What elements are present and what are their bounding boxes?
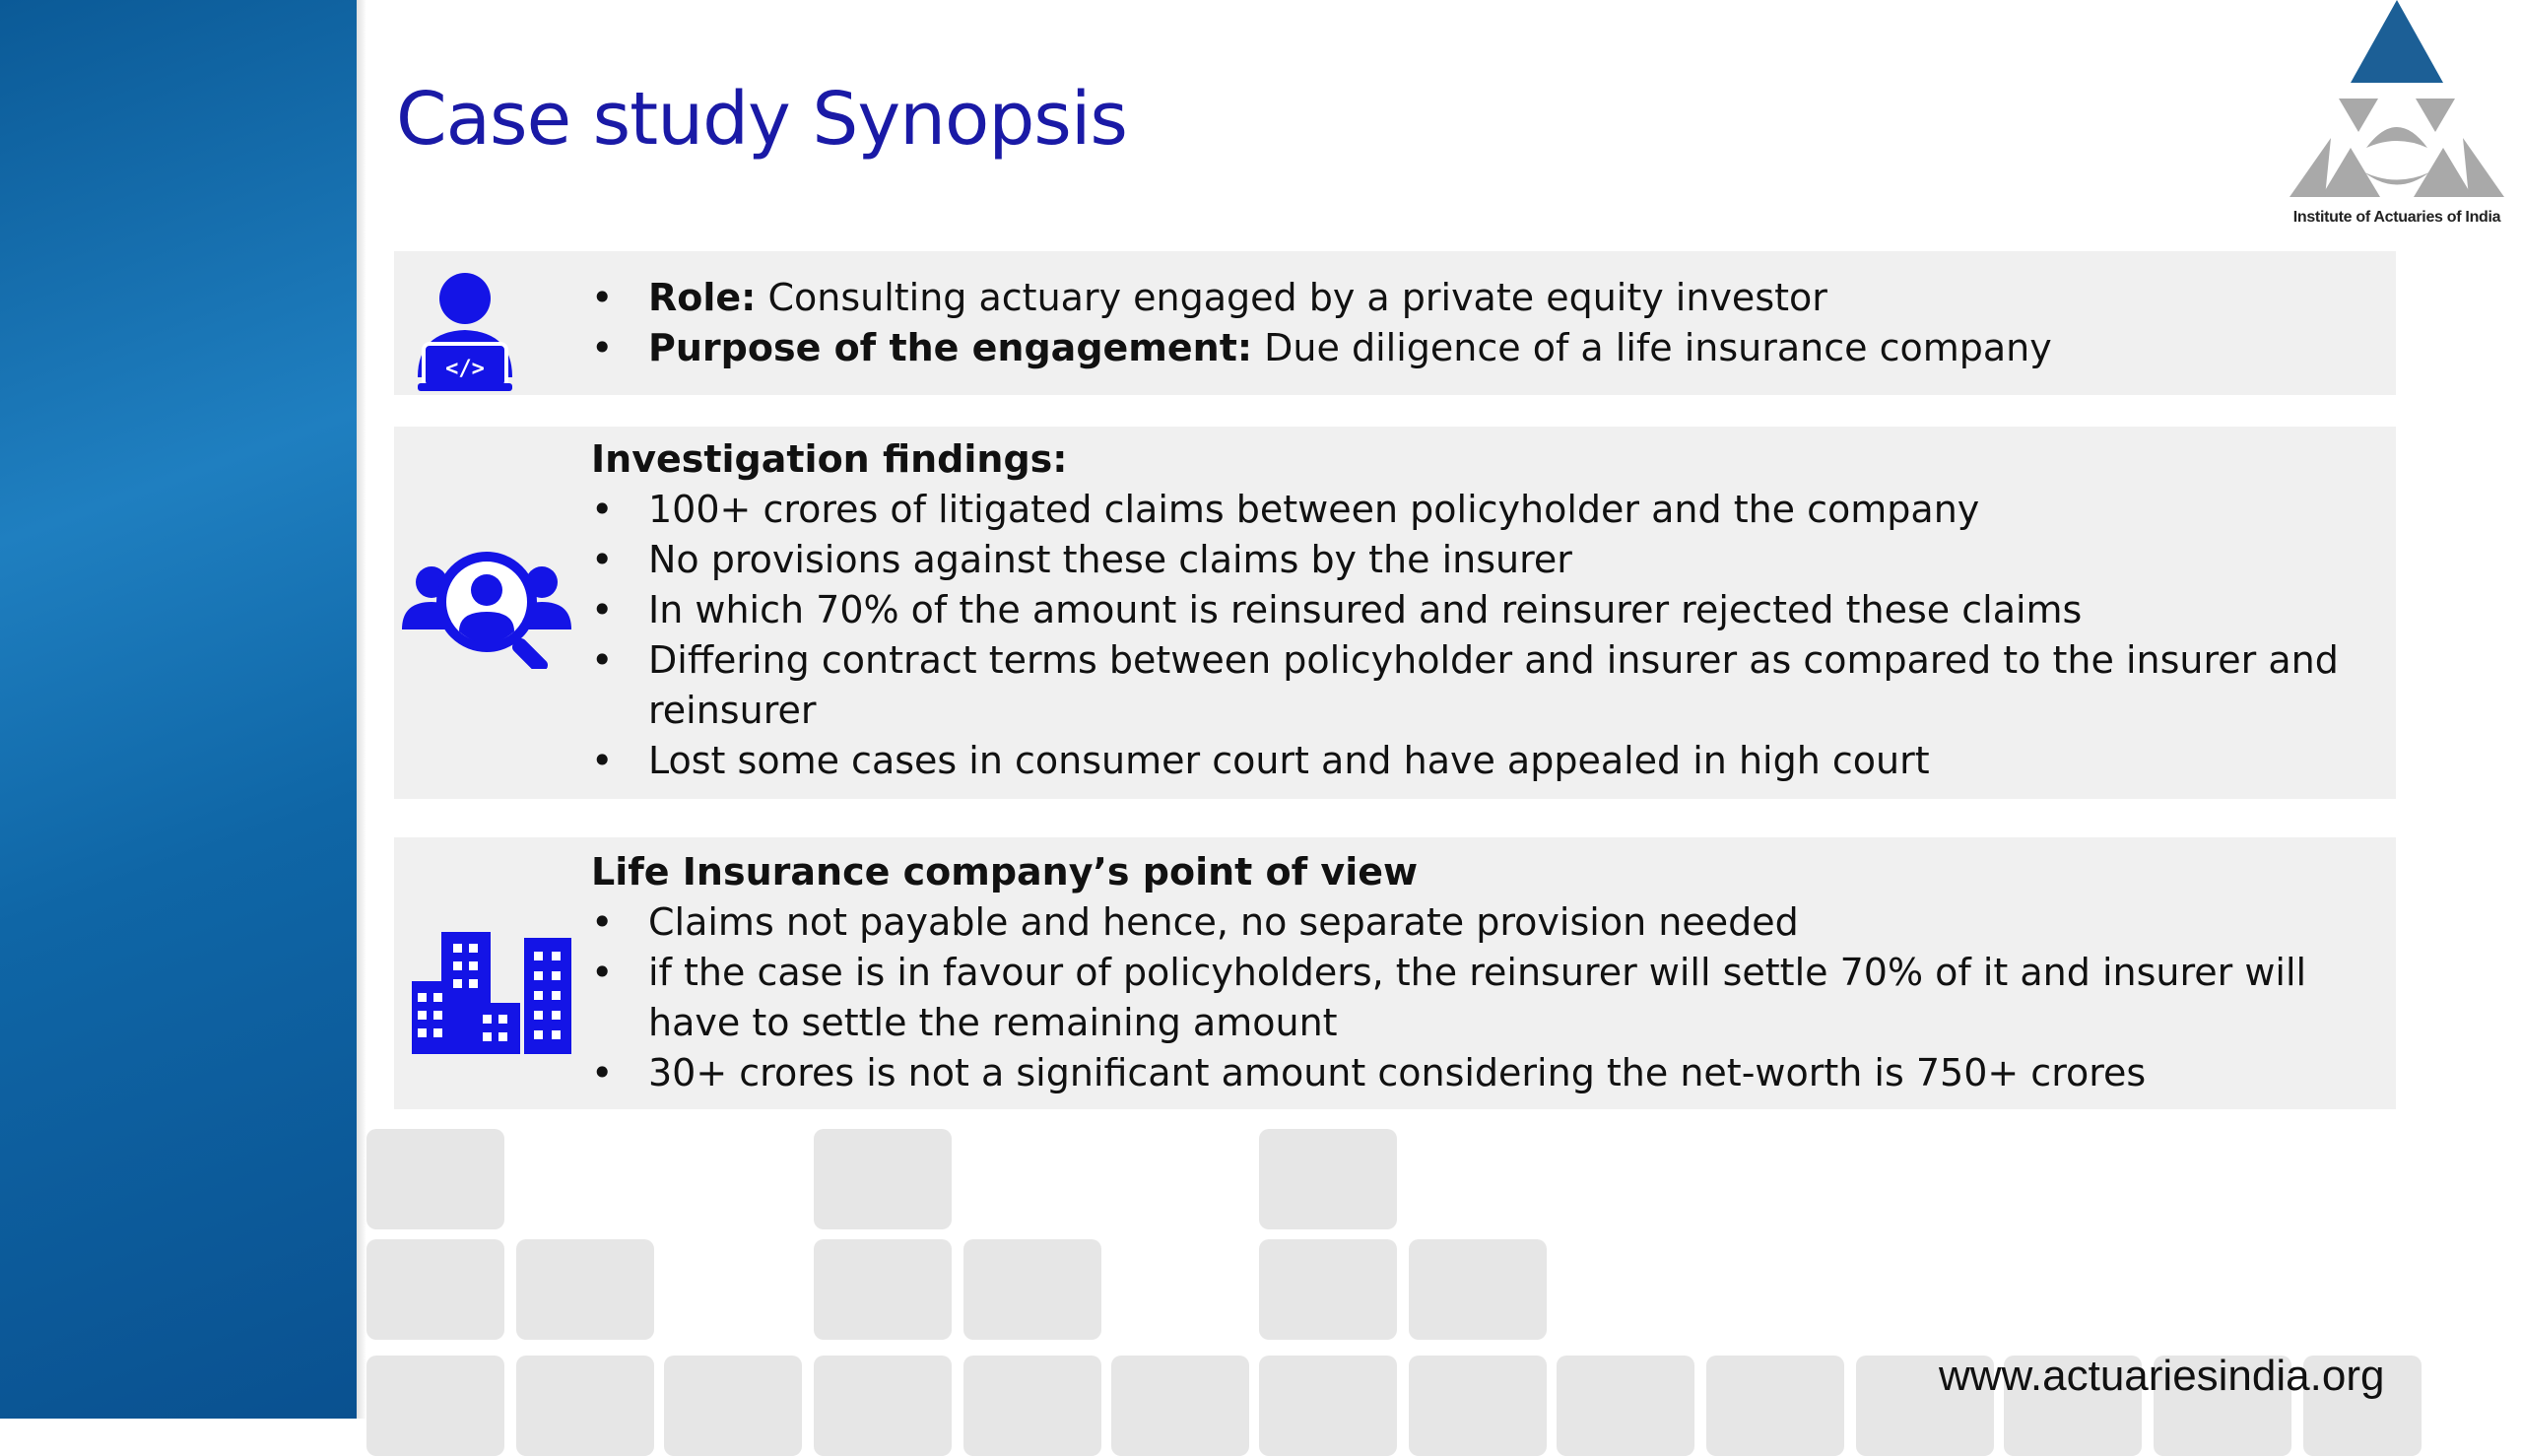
company-point-of-view-panel [394, 837, 2396, 1109]
decorative-tile [516, 1356, 654, 1456]
list-item: • 30+ crores is not a significant amount considering the net-worth is 750+ crores [591, 1048, 2376, 1098]
logo-caption: Institute of Actuaries of India [2292, 209, 2501, 226]
list-item: • 100+ crores of litigated claims between policyholder and the company [591, 485, 2376, 535]
findings-list [591, 485, 2376, 786]
sidebar-shadow [357, 0, 366, 1419]
decorative-tile [814, 1129, 952, 1229]
role-panel [394, 251, 2396, 395]
list-item: • Role: Consulting actuary engaged by a private equity investor [591, 273, 2376, 323]
decorative-tile [366, 1356, 504, 1456]
page-title: Case study Synopsis [396, 77, 1127, 162]
list-item: • Differing contract terms between policyholder and insurer as compared to the insurer and [591, 635, 2376, 686]
svg-text:</>: </> [445, 357, 485, 381]
point-of-view-list [591, 897, 2376, 1098]
investigation-findings-panel [394, 427, 2396, 799]
decorative-tile [963, 1356, 1101, 1456]
list-item: • No provisions against these claims by the insurer [591, 535, 2376, 585]
list-item: • Lost some cases in consumer court and have appealed in high court [591, 736, 2376, 786]
decorative-tile [1409, 1239, 1547, 1340]
institute-logo-icon [2282, 0, 2512, 229]
list-item: • Claims not payable and hence, no separate provision needed [591, 897, 2376, 948]
decorative-tile [1111, 1356, 1249, 1456]
list-item-continuation: reinsurer [648, 689, 817, 732]
decorative-tile [1557, 1356, 1694, 1456]
list-item-continuation: have to settle the remaining amount [648, 1001, 1338, 1044]
sidebar-band [0, 0, 357, 1419]
decorative-tile [1259, 1356, 1397, 1456]
decorative-tile [814, 1239, 952, 1340]
decorative-tile [516, 1239, 654, 1340]
list-item: • In which 70% of the amount is reinsured and reinsurer rejected these claims [591, 585, 2376, 635]
decorative-tile [1259, 1129, 1397, 1229]
decorative-tile [963, 1239, 1101, 1340]
footer-website-link[interactable]: www.actuariesindia.org [1939, 1352, 2385, 1400]
list-item: • Purpose of the engagement: Due diligence of a life insurance company [591, 323, 2376, 373]
list-item: • if the case is in favour of policyholders, the reinsurer will settle 70% of it and insurer will [591, 948, 2376, 998]
decorative-tile [1409, 1356, 1547, 1456]
decorative-tile [366, 1239, 504, 1340]
people-search-icon [402, 545, 571, 669]
decorative-tile [664, 1356, 802, 1456]
findings-heading: Investigation findings: [591, 437, 1068, 481]
decorative-tile [1706, 1356, 1844, 1456]
developer-person-icon [410, 269, 520, 393]
role-list [591, 273, 2376, 373]
point-of-view-heading: Life Insurance company’s point of view [591, 850, 1419, 893]
decorative-tile [814, 1356, 952, 1456]
buildings-icon [412, 932, 571, 1054]
decorative-tile [1259, 1239, 1397, 1340]
decorative-tile [366, 1129, 504, 1229]
